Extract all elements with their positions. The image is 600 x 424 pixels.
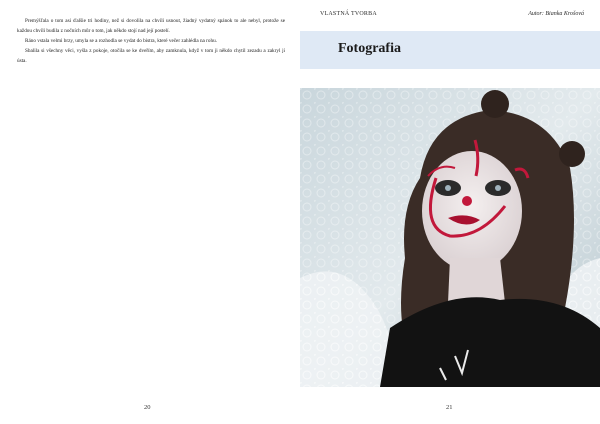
page-title: Fotografia xyxy=(338,41,401,56)
right-page xyxy=(300,0,600,424)
paragraph-2: Ráno vstala velmi brzy, umyla se a rozhodla se vydat do bistra, které večer zahlédla na rohu. xyxy=(25,38,217,44)
paragraph-1: Premýšľala o tom asi ďalšie tri hodiny, než si dovolila na chvíli usnout, žiadný vydatný spánok to ale nebyl, protože se každou chvíli budila z nočních můr o tom, jak někdo stojí nad její postelí. xyxy=(17,18,285,34)
clown-makeup-portrait-image xyxy=(300,88,600,387)
body-text xyxy=(17,16,285,66)
page-number-right: 21 xyxy=(446,404,453,411)
author-label: Autor: Bianka Krošová xyxy=(528,11,584,17)
running-head xyxy=(320,11,590,21)
page-number-left: 20 xyxy=(144,404,151,411)
portrait-photo xyxy=(300,88,600,387)
heading-box xyxy=(300,31,600,69)
paragraph-3: Sbalila si všechny věci, vyšla z pokoje, otočila se ke dveřím, aby zamknula, když v tom ji někdo chytil zezadu a zakryl jí ústa. xyxy=(17,48,285,64)
section-title: VLASTNÁ TVORBA xyxy=(320,11,377,17)
